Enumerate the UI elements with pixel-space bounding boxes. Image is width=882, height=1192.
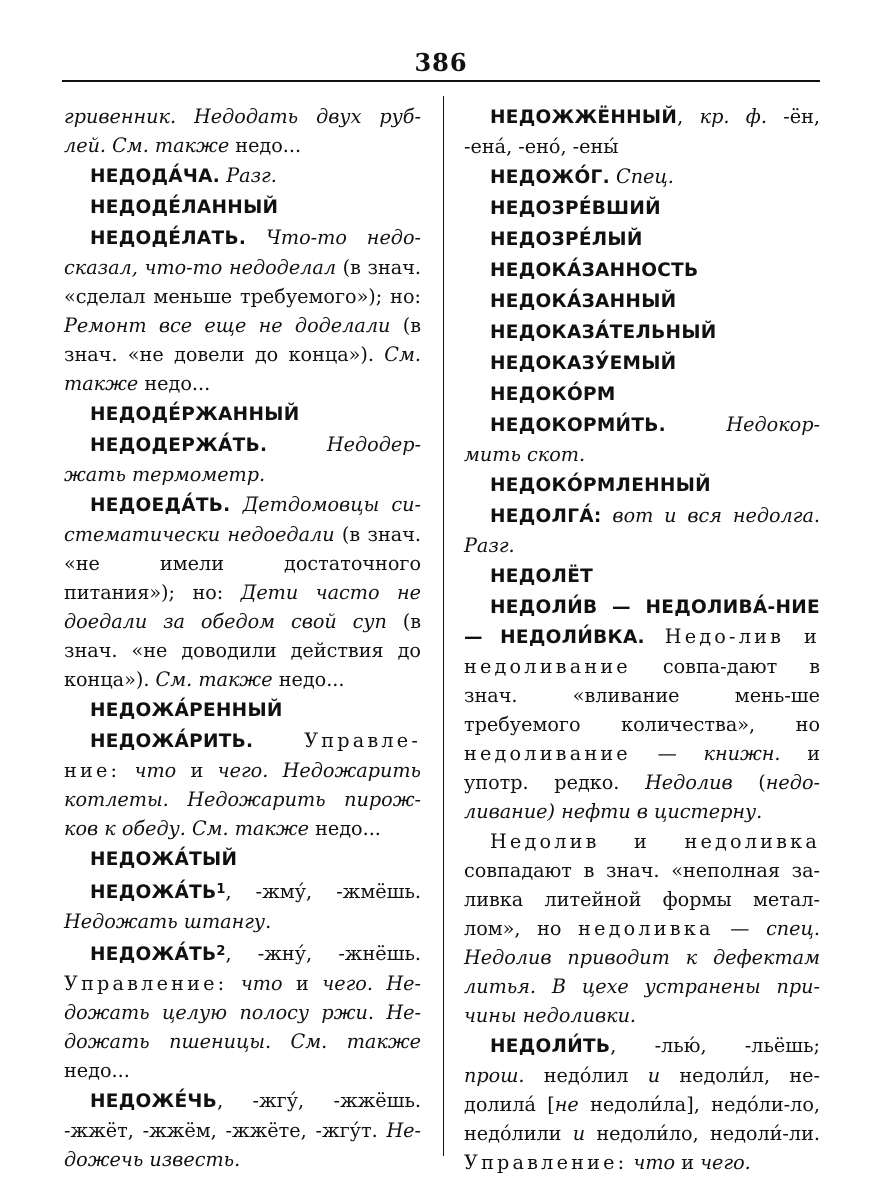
label-text: не (554, 1093, 579, 1116)
spaced-text: Недолив и недоливка (490, 830, 820, 853)
dictionary-entry (464, 827, 820, 1030)
dictionary-entry (464, 317, 820, 347)
dictionary-entry (464, 592, 820, 826)
label-text: и (572, 1122, 586, 1145)
entry-text: недо... (138, 372, 211, 395)
headword: НЕДОДА́ЧА. (90, 166, 221, 187)
dictionary-entry (64, 937, 421, 1085)
dictionary-entry (464, 1031, 820, 1177)
label-text: Разг. (220, 164, 277, 187)
dictionary-entry (464, 224, 820, 254)
example-text: Недолив (645, 771, 733, 794)
dictionary-entry (464, 162, 820, 192)
spaced-text: Недо-лив и недоливание (464, 625, 821, 678)
entry-text: ( (732, 771, 766, 794)
column-divider (443, 96, 444, 1156)
headword: НЕДОЛЁТ (490, 566, 594, 587)
right-column (464, 102, 820, 1178)
spaced-text: недоливание (464, 742, 631, 765)
entry-text: и (176, 759, 218, 782)
entry-text: — (630, 742, 704, 765)
example-text: чего. Недожарить котлеты. Недожарить пирож-ков к обеду. См. также (64, 759, 421, 840)
entry-text: недоли́л, не-долила́ [ (464, 1064, 820, 1116)
entry-text: , -лью́, -льёшь; (610, 1034, 820, 1057)
dictionary-entry (64, 695, 421, 725)
headword: НЕДОЕДА́ТЬ. (90, 495, 231, 516)
entry-continuation (64, 102, 421, 160)
label-text: и (647, 1064, 661, 1087)
dictionary-entry (64, 1086, 421, 1174)
dictionary-entry (64, 192, 421, 222)
entry-text: (в знач. «сделал меньше требуемого»); но: (64, 256, 421, 308)
entry-text: недо́лил (524, 1064, 648, 1087)
dictionary-entry (464, 379, 820, 409)
example-text: вот и вся недолга. Разг. (464, 504, 820, 557)
entry-text: , -жну́, -жнёшь. (225, 942, 421, 965)
entry-text: , -жму́, -жмёшь. (225, 880, 421, 903)
label-text: прош. (464, 1064, 525, 1087)
dictionary-entry (64, 844, 421, 874)
entry-text: -ён, -ена́, -ено́, -ены́ (464, 105, 821, 158)
headword: НЕДОЖО́Г. (490, 167, 610, 188)
label-text: См. также (155, 668, 273, 691)
dictionary-entry (64, 430, 421, 489)
homonym-index: 2 (216, 944, 226, 959)
headword: НЕДОЛГА́: (490, 506, 602, 527)
dictionary-entry (464, 561, 820, 591)
example-text: что (627, 1151, 676, 1174)
entry-text: недоли́ла], недо́ли-ло, недо́лили (464, 1093, 820, 1145)
entry-text: — (713, 917, 767, 940)
entry-text: совпадают в знач. «неполная за-ливка литейной формы метал-лом», но (464, 859, 820, 940)
spaced-text: Управление: (64, 972, 228, 995)
dictionary-entry (464, 348, 820, 378)
entry-text: и (675, 1151, 701, 1174)
headword: НЕДОЗРЕ́ВШИЙ (490, 198, 661, 219)
spaced-text: Управле-ние: (64, 729, 421, 782)
headword: НЕДОЖЕ́ЧЬ (90, 1091, 218, 1112)
headword: НЕДОЖА́ТЬ (90, 882, 217, 903)
headword: НЕДОДЕ́РЖАННЫЙ (90, 404, 300, 425)
page-number: 386 (414, 48, 468, 77)
headword: НЕДОЖЖЁННЫЙ (490, 107, 678, 128)
dictionary-entry (464, 255, 820, 285)
label-text: См. также (64, 343, 421, 395)
headword: НЕДОКАЗУ́ЕМЫЙ (490, 353, 677, 374)
example-text: что (227, 972, 283, 995)
entry-text: недоли́ло, недоли́-ли. (585, 1122, 820, 1145)
headword: НЕДОЖА́ТЫЙ (90, 849, 238, 870)
example-text: чего. Не-дожать целую полосу ржи. Не-дожать пшеницы. См. также (64, 972, 421, 1053)
example-text: Недодер-жать термометр. (64, 433, 421, 486)
headword: НЕДОДЕРЖА́ТЬ. (90, 435, 268, 456)
entry-text: и употр. редко. (464, 742, 820, 794)
headword: НЕДОЛИ́ТЬ (490, 1036, 611, 1057)
example-text: гривенник. Недодать двух руб- (64, 105, 421, 128)
headword: НЕДОКОРМИ́ТЬ. (490, 415, 666, 436)
headword: НЕДОЖА́РЕННЫЙ (90, 700, 283, 721)
entry-text: и (282, 972, 323, 995)
entry-text: (в знач. «не довели до конца»). (64, 314, 421, 366)
example-text: Не-дожечь известь. (64, 1119, 422, 1171)
headword: НЕДОКА́ЗАННЫЙ (490, 291, 677, 312)
example-text: спец. Недолив приводит к дефектам литья. В цехе устранены при-чины недоливки. (464, 917, 821, 1027)
label-text: книжн. (703, 742, 781, 765)
entry-text: , -жгу́, -жжёшь. -жжёт, -жжём, -жжёте, -жгу́т. (64, 1089, 421, 1142)
entry-text: недо... (272, 668, 345, 691)
dictionary-entry (64, 875, 421, 936)
entry-text: , (677, 105, 700, 128)
headword: НЕДОЗРЕ́ЛЫЙ (490, 229, 643, 250)
headword: НЕДОКА́ЗАННОСТЬ (490, 260, 699, 281)
example-text: чего. (700, 1151, 751, 1174)
dictionary-entry (464, 193, 820, 223)
entry-text: совпа-дают в знач. «вливание мень-ше требуемого количества», но (464, 655, 820, 736)
dictionary-entry (64, 161, 421, 191)
spaced-text: недоливка (578, 917, 714, 940)
headword: НЕДОКО́РМ (490, 384, 616, 405)
dictionary-entry (64, 490, 421, 694)
dictionary-entry (64, 399, 421, 429)
dictionary-entry (464, 470, 820, 500)
example-text: Ремонт все еще не доделали (64, 314, 391, 337)
dictionary-entry (64, 223, 421, 398)
entry-text: недо... (64, 1059, 130, 1082)
example-text: недо-ливание) нефти в цистерну. (464, 771, 820, 823)
homonym-index: 1 (216, 882, 226, 897)
headword: НЕДОЖА́ТЬ (90, 944, 217, 965)
example-text: Детдомовцы си-стематически недоедали (64, 493, 421, 546)
headword: НЕДОКАЗА́ТЕЛЬНЫЙ (490, 322, 717, 343)
label-text: Спец. (609, 165, 674, 188)
spaced-text: Управление: (464, 1151, 628, 1174)
entry-text: (в знач. «не имели достаточного питания»); но: (64, 523, 422, 604)
entry-text: недо... (229, 134, 302, 157)
example-text: Недожать штангу. (64, 910, 272, 933)
dictionary-entry (464, 286, 820, 316)
left-column (64, 102, 421, 1175)
headword: НЕДОЖА́РИТЬ. (90, 731, 254, 752)
dictionary-entry (464, 410, 820, 469)
dictionary-entry (464, 102, 820, 161)
dictionary-entry (464, 501, 820, 560)
headword: НЕДОДЕ́ЛАННЫЙ (90, 197, 279, 218)
example-text: лей. См. также (64, 134, 230, 157)
example-text: Дети часто не доедали за обедом свой суп (64, 581, 421, 633)
entry-text: (в знач. «не доводили действия до конца»). (64, 610, 421, 691)
entry-text: недо... (309, 817, 381, 840)
headword: НЕДОКО́РМЛЕННЫЙ (490, 475, 711, 496)
headword: НЕДОЛИ́В — НЕДОЛИВА́-НИЕ — НЕДОЛИ́ВКА. (464, 597, 820, 648)
example-text: Недокор-мить скот. (464, 413, 820, 466)
label-text: кр. ф. (699, 105, 767, 128)
dictionary-entry (64, 726, 421, 843)
headword: НЕДОДЕ́ЛАТЬ. (90, 228, 247, 249)
example-text: что (120, 759, 177, 782)
header-rule (62, 80, 820, 82)
example-text: Что-то недо-сказал, что-то недоделал (64, 226, 421, 279)
